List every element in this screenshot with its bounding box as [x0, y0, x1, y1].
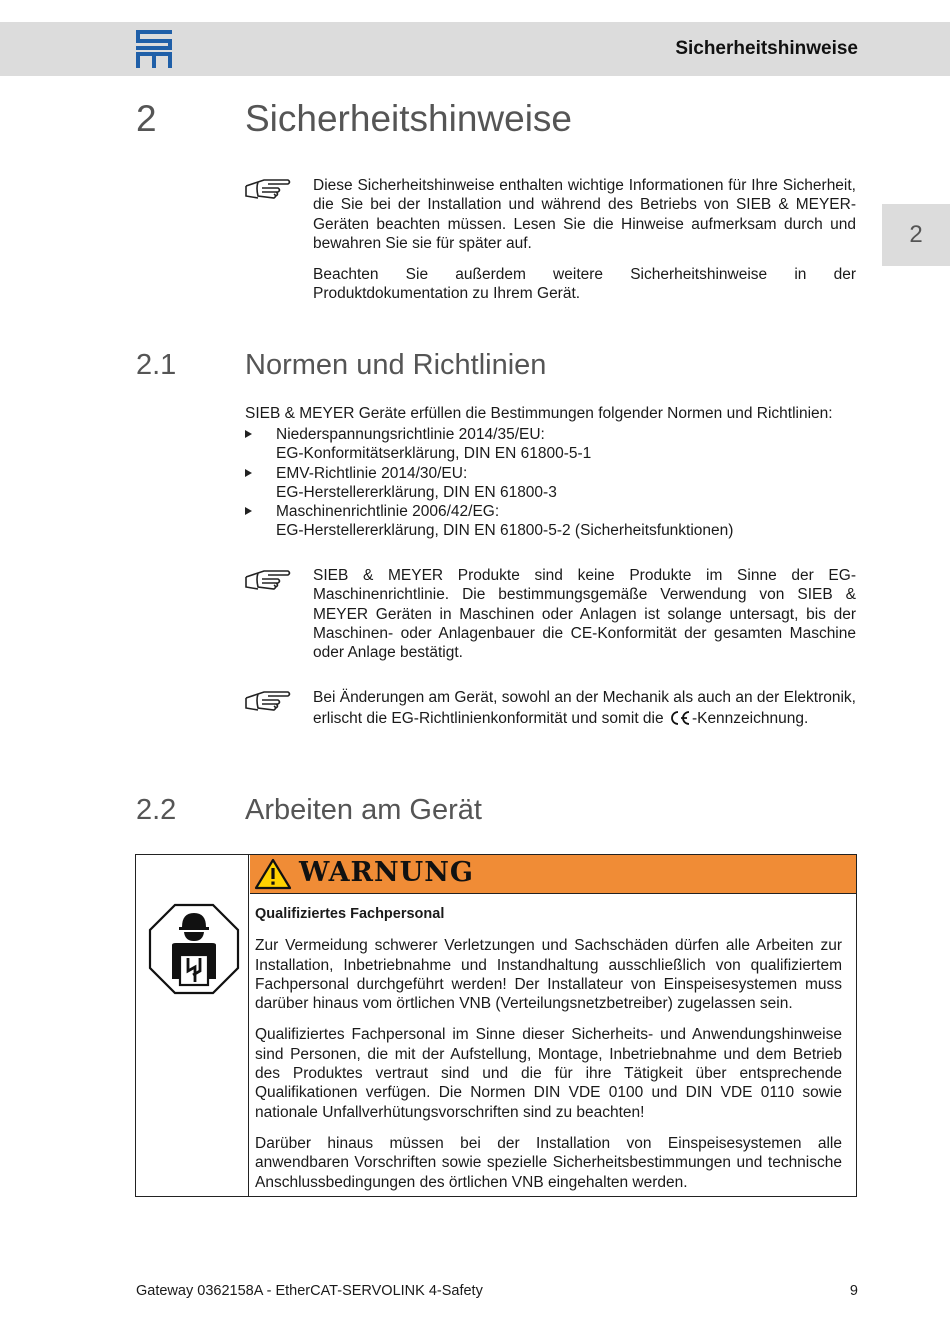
modification-text-start: Bei Änderungen am Gerät, sowohl an der Mechanik als auch an der Elektronik, erlischt die EG-Richtlinienkonformität und somit die: [313, 689, 856, 727]
norm-declaration: EG-Herstellererklärung, DIN EN 61800-3: [276, 483, 557, 501]
section-2-2-title: Arbeiten am Gerät: [245, 794, 482, 826]
warning-paragraph-3: Darüber hinaus müssen bei der Installation von Einspeisesystemen alle anwendbaren Vorschriften sowie spezielle Sicherheitsbestimmungen und technische Anschlussbedingungen des örtlichen VNB eingehalten werden.: [255, 1134, 842, 1191]
norm-directive: Maschinenrichtlinie 2006/42/EG:: [276, 503, 500, 521]
modification-note: [313, 687, 856, 729]
qualified-electrician-icon: [148, 903, 240, 995]
warning-paragraph-2: Qualifiziertes Fachpersonal im Sinne dieser Sicherheits- und Anwendungshinweise sind Personen, die mit der Aufstellung, Montage, Inbetriebnahme und dem Betrieb des Produktes vertraut sind und die für ihre Tätigkeit über entsprechende Qualifikationen verfügen. Die Normen DIN VDE 0100 und DIN VDE 0110 sowie nationale Unfallverhütungsvorschriften sind zu beachten!: [255, 1026, 842, 1121]
pointing-hand-icon: [244, 688, 292, 714]
list-item: [245, 425, 733, 464]
modification-text: [313, 687, 856, 729]
chapter-number: 2: [136, 98, 157, 139]
pointing-hand-icon: [244, 176, 292, 202]
bullet-arrow-icon: [245, 507, 252, 515]
bullet-arrow-icon: [245, 430, 252, 438]
pointing-hand-icon: [244, 567, 292, 593]
bullet-arrow-icon: [245, 469, 252, 477]
modification-text-end: -Kennzeichnung.: [691, 710, 809, 727]
list-item: [245, 464, 733, 503]
norm-declaration: EG-Herstellererklärung, DIN EN 61800-5-2 (Sicherheitsfunktionen): [276, 522, 734, 540]
norm-declaration: EG-Konformitätserklärung, DIN EN 61800-5-1: [276, 445, 592, 463]
chapter-title: Sicherheitshinweise: [245, 98, 573, 139]
norms-list: [245, 425, 733, 541]
safety-intro-note: [313, 176, 856, 304]
warning-box: [135, 854, 857, 1197]
warning-subtitle: Qualifiziertes Fachpersonal: [255, 906, 445, 922]
norms-intro: SIEB & MEYER Geräte erfüllen die Bestimmungen folgender Normen und Richtlinien:: [245, 405, 833, 422]
warning-label: WARNUNG: [299, 857, 474, 888]
machine-directive-note: [313, 566, 856, 662]
warning-triangle-icon: [254, 858, 292, 890]
warning-body: [255, 905, 842, 1204]
list-item: [245, 502, 733, 541]
warning-paragraph-1: Zur Vermeidung schwerer Verletzungen und Sachschäden dürfen alle Arbeiten zur Installation, Inbetriebnahme und Instandhaltung ausschließlich von qualifiziertem Fachpersonal durchgeführt werden! Der Installateur von Einspeisesystemen muss darüber hinaus vom örtlichen VNB (Verteilungsnetzbetreiber) zugelassen sein.: [255, 937, 842, 1013]
chapter-side-tab: 2: [882, 204, 950, 266]
machine-directive-text: SIEB & MEYER Produkte sind keine Produkte im Sinne der EG-Maschinenrichtlinie. Die bestimmungsgemäße Verwendung von SIEB & MEYER Geräten in Maschinen oder Anlagen ist solange untersagt, bis der Maschinen- oder Anlagenbauer die CE-Konformität der gesamten Maschine oder Anlage bestätigt.: [313, 567, 856, 662]
section-2-2-number: 2.2: [136, 794, 177, 826]
footer-page-number: 9: [849, 1283, 858, 1299]
section-2-1-title: Normen und Richtlinien: [245, 349, 547, 381]
footer-document-title: Gateway 0362158A - EtherCAT-SERVOLINK 4-Safety: [136, 1283, 483, 1299]
norm-directive: EMV-Richtlinie 2014/30/EU:: [276, 464, 468, 482]
header-title: Sicherheitshinweise: [675, 38, 858, 59]
ce-mark-icon: [669, 710, 691, 726]
section-2-1-number: 2.1: [136, 349, 177, 381]
safety-intro-paragraph-2: Beachten Sie außerdem weitere Sicherheitshinweise in der Produktdokumentation zu Ihrem Gerät.: [313, 266, 856, 303]
logo: [136, 30, 172, 68]
norm-directive: Niederspannungsrichtlinie 2014/35/EU:: [276, 426, 545, 443]
safety-intro-paragraph-1: Diese Sicherheitshinweise enthalten wichtige Informationen für Ihre Sicherheit, die Sie bei der Installation und während des Betriebs von SIEB & MEYER-Geräten beachten müssen. Lesen Sie die Hinweise aufmerksam durch und bewahren Sie sie für später auf.: [313, 177, 856, 252]
warning-header: [250, 855, 856, 894]
warning-icon-cell: [136, 855, 249, 1196]
